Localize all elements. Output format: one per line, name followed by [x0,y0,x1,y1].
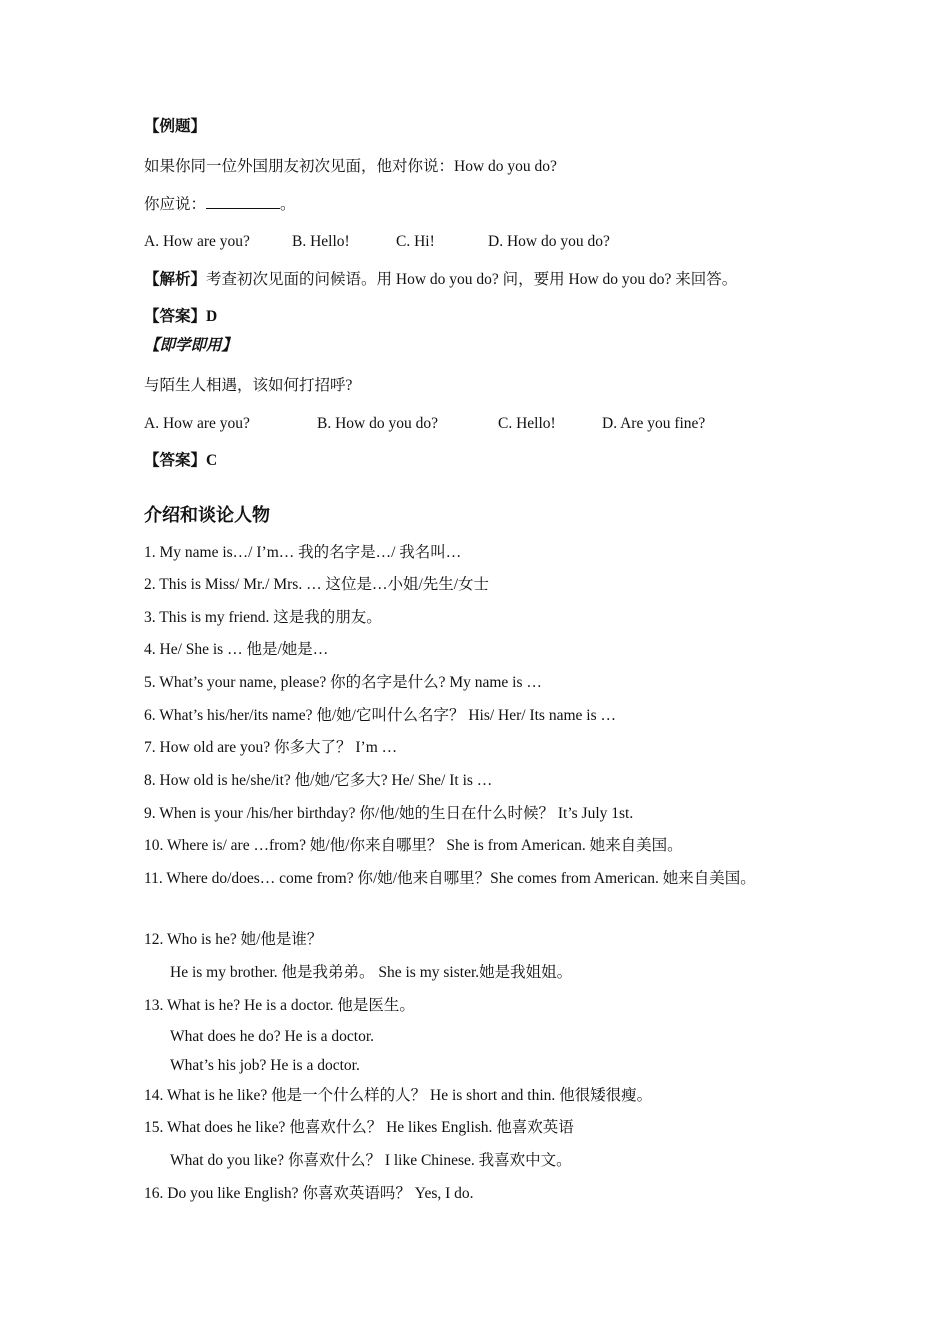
phrase-line: 5. What’s your name, please? 你的名字是什么? My name is … [144,674,542,691]
phrase-line: 13. What is he? He is a doctor. 他是医生。 [144,997,415,1014]
phrase-line: 1. My name is…/ I’m… 我的名字是…/ 我名叫… [144,544,462,561]
practice-option-a: A. How are you? [144,415,250,432]
example-option-d: D. How do you do? [488,233,610,250]
prompt-prefix: 你应说： [144,196,207,213]
practice-title: 【即学即用】 [144,337,238,354]
example-analysis [144,270,737,290]
answer-blank [206,194,280,209]
phrase-line: 7. How old are you? 你多大了？ I’m … [144,739,398,756]
example-option-b: B. Hello! [292,233,350,250]
prompt-suffix: 。 [280,196,296,213]
example-answer [144,307,217,327]
practice-option-c: C. Hello! [498,415,556,432]
phrase-line: 11. Where do/does… come from? 你/她/他来自哪里？She comes from American. 她来自美国。 [144,870,756,887]
phrase-line: 15. What does he like? 他喜欢什么？ He likes English. 他喜欢英语 [144,1119,574,1136]
analysis-text: 考查初次见面的问候语。用 How do you do? 问，要用 How do you do? 来回答。 [206,271,738,288]
example-title: 【例题】 [144,118,207,135]
phrase-line: 2. This is Miss/ Mr./ Mrs. … 这位是…小姐/先生/女士 [144,576,490,593]
example-option-a: A. How are you? [144,233,250,250]
answer-label: 【答案】 [144,308,207,325]
phrase-line: What do you like? 你喜欢什么？ I like Chinese. 我喜欢中文。 [170,1152,572,1169]
example-option-c: C. Hi! [396,233,435,250]
phrase-line: 3. This is my friend. 这是我的朋友。 [144,609,382,626]
example-question: 如果你同一位外国朋友初次见面，他对你说：How do you do? [144,158,557,175]
phrase-line: 4. He/ She is … 他是/她是… [144,641,329,658]
practice-options [144,414,844,434]
section-heading: 介绍和谈论人物 [144,505,270,526]
phrase-line: 16. Do you like English? 你喜欢英语吗？ Yes, I do. [144,1185,474,1202]
practice-answer-label: 【答案】 [144,452,207,469]
phrase-line: What does he do? He is a doctor. [170,1028,375,1045]
phrase-line: 14. What is he like? 他是一个什么样的人？ He is short and thin. 他很矮很瘦。 [144,1087,653,1104]
answer-value: D [206,308,218,325]
phrase-line: 6. What’s his/her/its name? 他/她/它叫什么名字？ His/ Her/ Its name is … [144,707,616,724]
phrase-line: What’s his job? He is a doctor. [170,1057,360,1074]
practice-option-b: B. How do you do? [317,415,438,432]
example-prompt [144,194,296,215]
practice-option-d: D. Are you fine? [602,415,706,432]
phrase-line: 9. When is your /his/her birthday? 你/他/她的生日在什么时候？ It’s July 1st. [144,805,634,822]
phrase-line: 8. How old is he/she/it? 他/她/它多大? He/ She/ It is … [144,772,493,789]
practice-answer-value: C [206,452,218,469]
practice-answer [144,451,217,471]
example-options [144,232,844,252]
practice-question: 与陌生人相遇，该如何打招呼? [144,377,353,394]
phrase-line: 10. Where is/ are …from? 她/他/你来自哪里？ She is from American. 她来自美国。 [144,837,683,854]
phrase-line: He is my brother. 他是我弟弟。 She is my sister.她是我姐姐。 [170,964,573,981]
analysis-label: 【解析】 [144,271,207,288]
phrase-line: 12. Who is he? 她/他是谁？ [144,931,323,948]
